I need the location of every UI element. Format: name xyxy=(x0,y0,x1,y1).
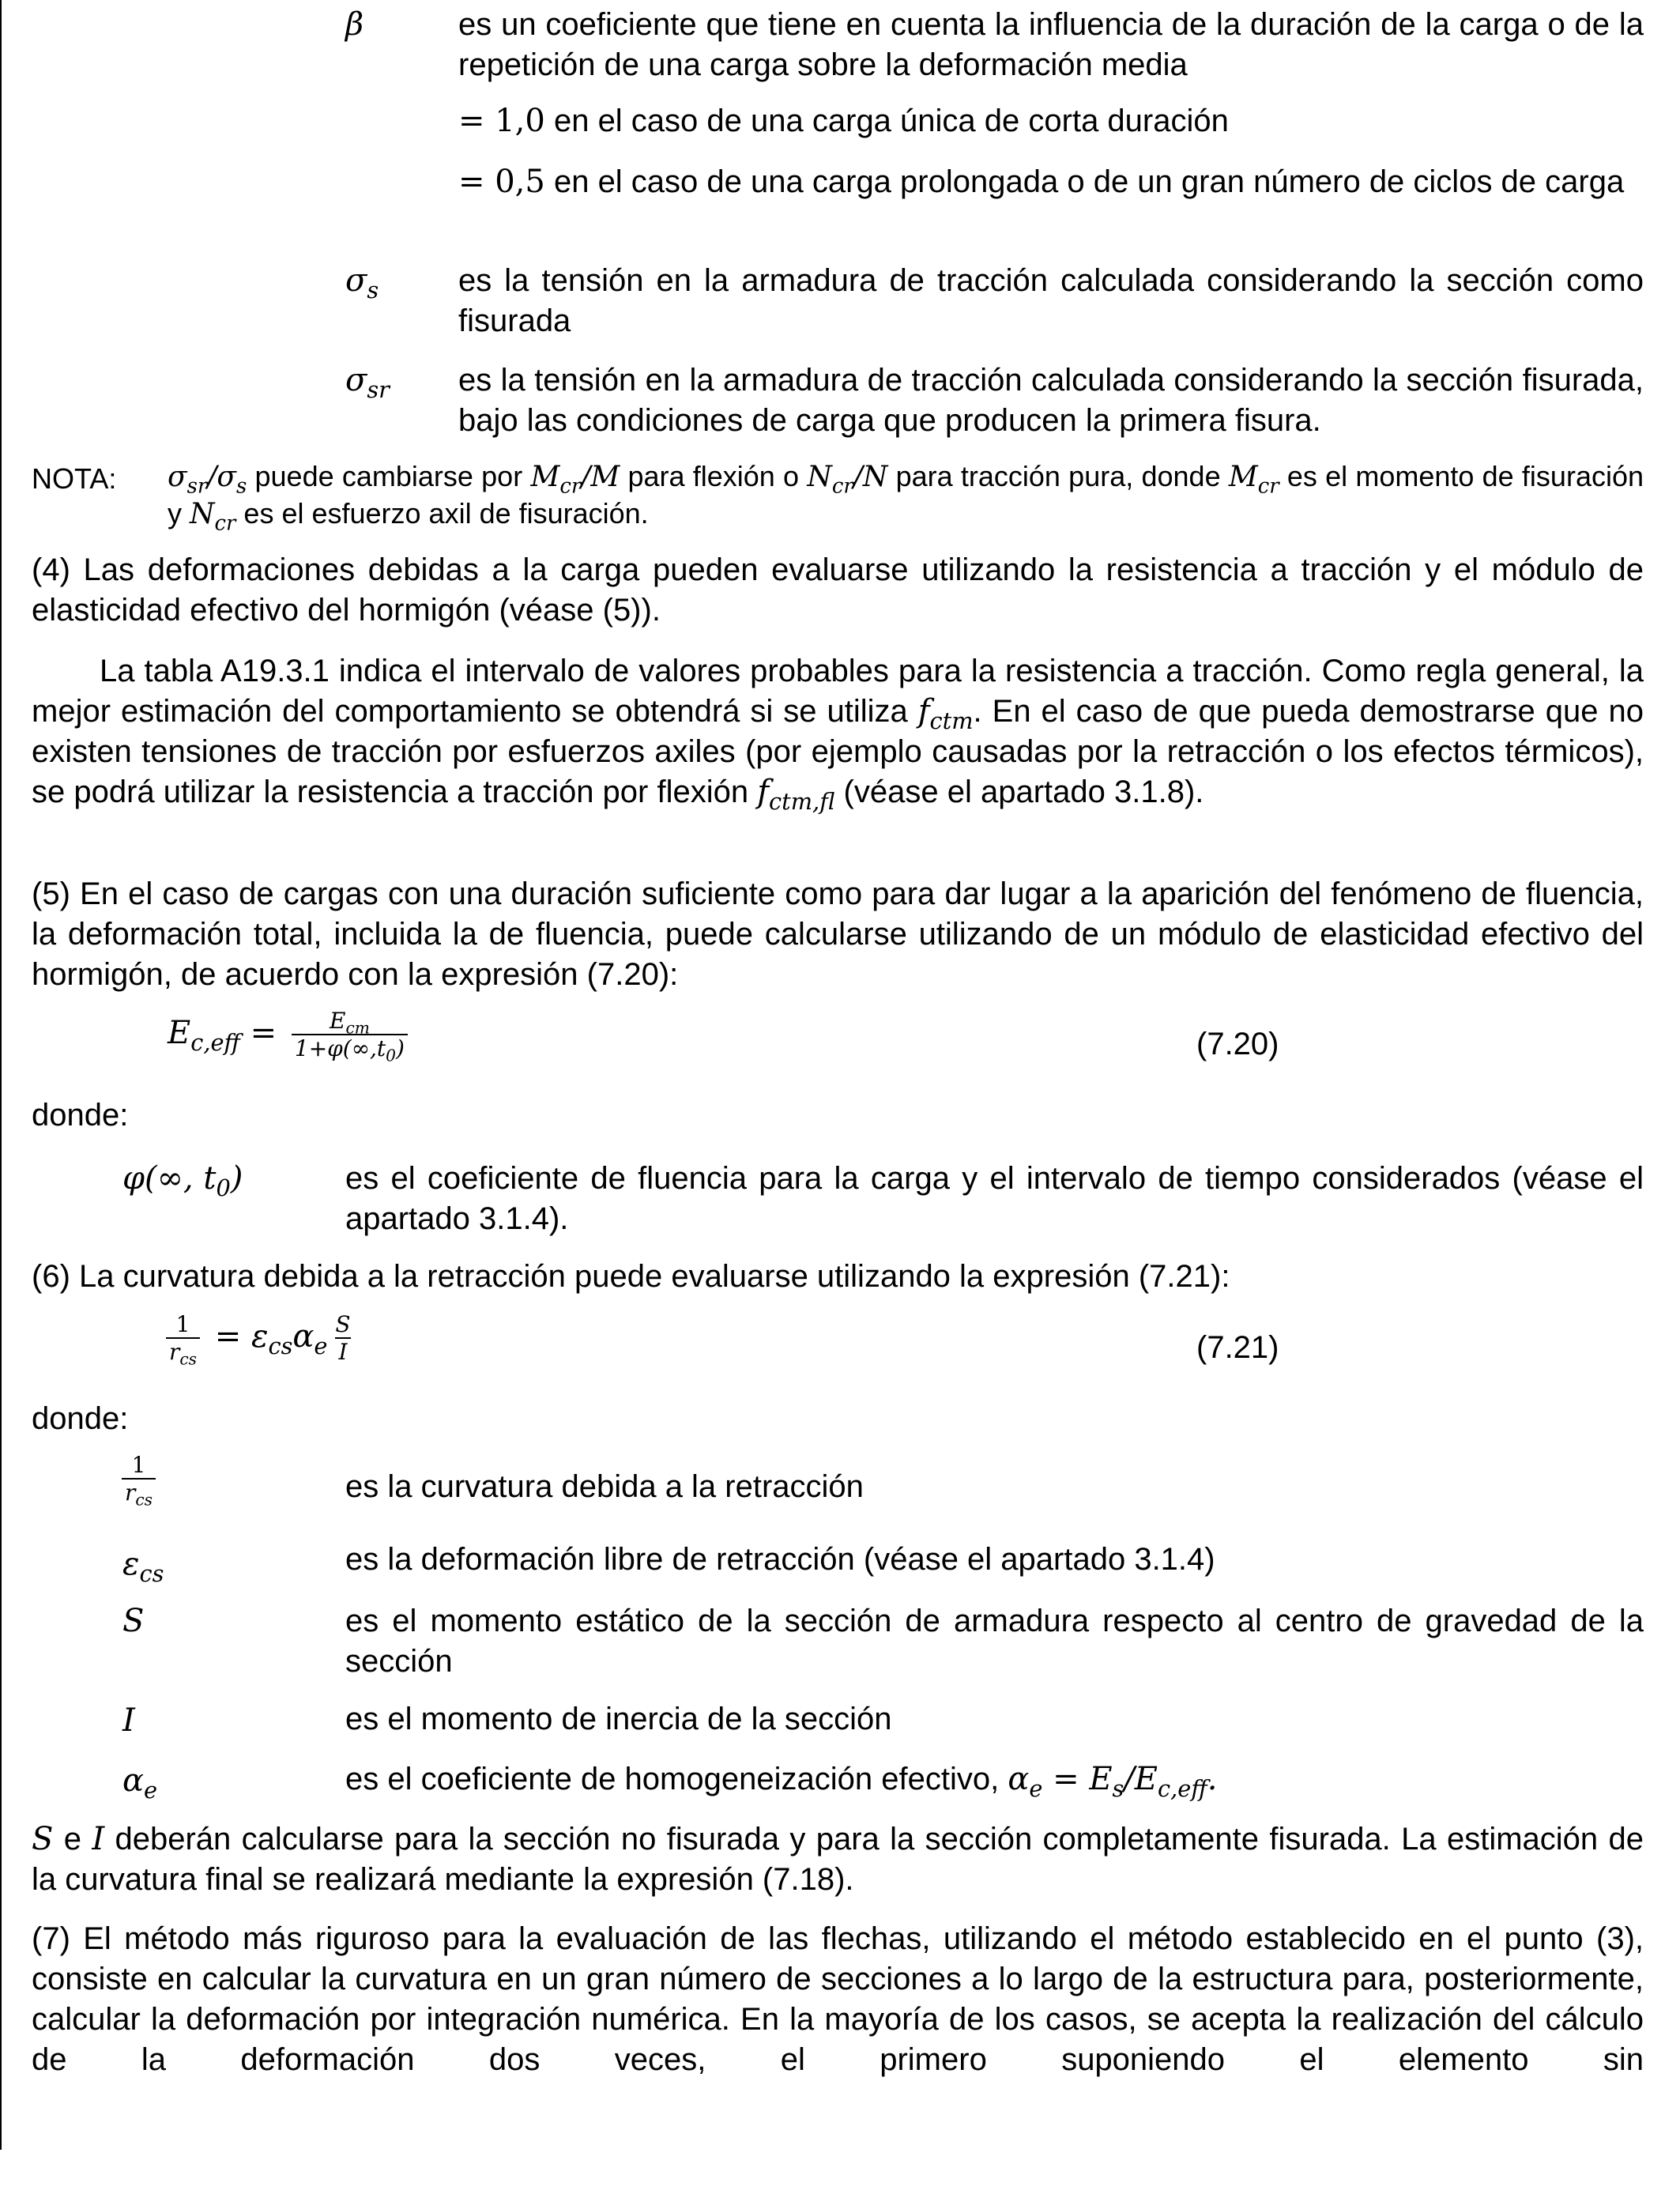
donde-label-1: donde: xyxy=(32,1098,129,1133)
paragraph-7: (7) El método más riguroso para la evaluación de las flechas, utilizando el método establecido en el punto (3), consiste en calcular la curvatura en un gran número de secciones a lo largo de la estructura para, posteriormente, calcular la deformación por integración numérica. En la mayoría de los casos, se acepta la realización del cálculo de la deformación dos veces, el primero suponiendo el elemento sin xyxy=(32,1921,1644,2077)
sigma-sr-definition: es la tensión en la armadura de tracción calculada considerando la sección fisurada, bajo las condiciones de carga que producen la primera fisura. xyxy=(458,363,1644,438)
alpha-e-definition: es el coeficiente de homogeneización efectivo, $\alpha_e = E_s/E_{c,eff}$. xyxy=(345,1761,1218,1803)
note-text: $\sigma_{sr}/\sigma_s$ puede cambiarse por $M_{cr}/M$ para flexión o $N_{cr}/N$ para tracción pura, donde $M_{cr}$ es el momento de fisuración y $N_{cr}$ es el esfuerzo axil de fisuración. xyxy=(168,460,1644,536)
equation-7-20-number: (7.20) xyxy=(1196,1027,1279,1061)
sigma-sr-symbol: $\sigma_{sr}$ xyxy=(345,362,390,404)
paragraph-6: (6) La curvatura debida a la retracción puede evaluarse utilizando la expresión (7.21): xyxy=(32,1259,1230,1294)
paragraph-4: (4) Las deformaciones debidas a la carga pueden evaluarse utilizando la resistencia a tracción y el módulo de elasticidad efectivo del hormigón (véase (5)). xyxy=(32,552,1644,628)
phi-definition: es el coeficiente de fluencia para la carga y el intervalo de tiempo considerados (véase el apartado 3.1.4). xyxy=(345,1161,1644,1236)
curvature-fraction: $\frac{1}{r_{cs}}$ xyxy=(122,1453,156,1506)
S-definition: es el momento estático de la sección de armadura respecto al centro de gravedad de la sección xyxy=(345,1604,1644,1679)
note-label: NOTA: xyxy=(32,462,117,495)
curvature-symbol xyxy=(117,1452,160,1510)
sigma-s-symbol: $\sigma_s$ xyxy=(345,262,379,304)
equation-7-21-SI-fraction: $\frac{S}{I}$ xyxy=(335,1311,351,1365)
equation-7-21-number: (7.21) xyxy=(1196,1330,1279,1365)
phi-symbol: φ(∞, $t_0$) xyxy=(122,1160,243,1202)
equation-7-21: $\frac{1}{r_{cs}}$ = $\varepsilon_{cs}\alpha_e$ $\frac{S}{I}$ xyxy=(161,1312,359,1366)
beta-symbol: β xyxy=(345,6,364,43)
paragraph-S-I: S e I deberán calcularse para la sección no fisurada y para la sección completamente fisurada. La estimación de la curvatura final se realizará mediante la expresión (7.18). xyxy=(32,1821,1644,1897)
beta-value-2: = 0,5 en el caso de una carga prolongada o de un gran número de ciclos de carga xyxy=(458,164,1625,200)
epsilon-cs-symbol: $\varepsilon_{cs}$ xyxy=(122,1546,164,1588)
left-margin-rule xyxy=(0,0,2,2150)
I-definition: es el momento de inercia de la sección xyxy=(345,1702,892,1736)
equation-7-20-fraction: $\frac{E_{cm}}{1+\varphi(\infty,t_0)}$ xyxy=(292,1008,408,1062)
curvature-definition: es la curvatura debida a la retracción xyxy=(345,1469,864,1504)
I-symbol: I xyxy=(122,1702,135,1739)
paragraph-5: (5) En el caso de cargas con una duración suficiente como para dar lugar a la aparición del fenómeno de fluencia, la deformación total, incluida la de fluencia, puede calcularse utilizando de un módulo de elasticidad efectivo del hormigón, de acuerdo con la expresión (7.20): xyxy=(32,876,1644,992)
equation-7-20: $E_{c,eff}$ = $\frac{E_{cm}}{1+\varphi(\infty,t_0)}$ xyxy=(168,1008,412,1062)
equation-7-21-curvature-fraction: $\frac{1}{r_{cs}}$ xyxy=(166,1312,200,1366)
alpha-e-symbol: $\alpha_e$ xyxy=(122,1762,158,1804)
S-symbol: S xyxy=(122,1603,145,1639)
epsilon-cs-definition: es la deformación libre de retracción (véase el apartado 3.1.4) xyxy=(345,1542,1215,1577)
sigma-s-definition: es la tensión en la armadura de tracción calculada considerando la sección como fisurada xyxy=(458,263,1644,338)
paragraph-4-tensile: La tabla A19.3.1 indica el intervalo de valores probables para la resistencia a tracción. Como regla general, la mejor estimación del comportamiento se obtendrá si se utiliza $f_{ctm}$. En el caso de que pueda demostrarse que no existen tensiones de tracción por esfuerzos axiles (por ejemplo causadas por la retracción o los efectos térmicos), se podrá utilizar la resistencia a tracción por flexión $f_{ctm,fl}$ (véase el apartado 3.1.8). xyxy=(32,654,1644,816)
donde-label-2: donde: xyxy=(32,1401,129,1436)
beta-value-1: = 1,0 en el caso de una carga única de corta duración xyxy=(458,103,1229,139)
beta-definition: es un coeficiente que tiene en cuenta la influencia de la duración de la carga o de la repetición de una carga sobre la deformación media xyxy=(458,7,1644,82)
